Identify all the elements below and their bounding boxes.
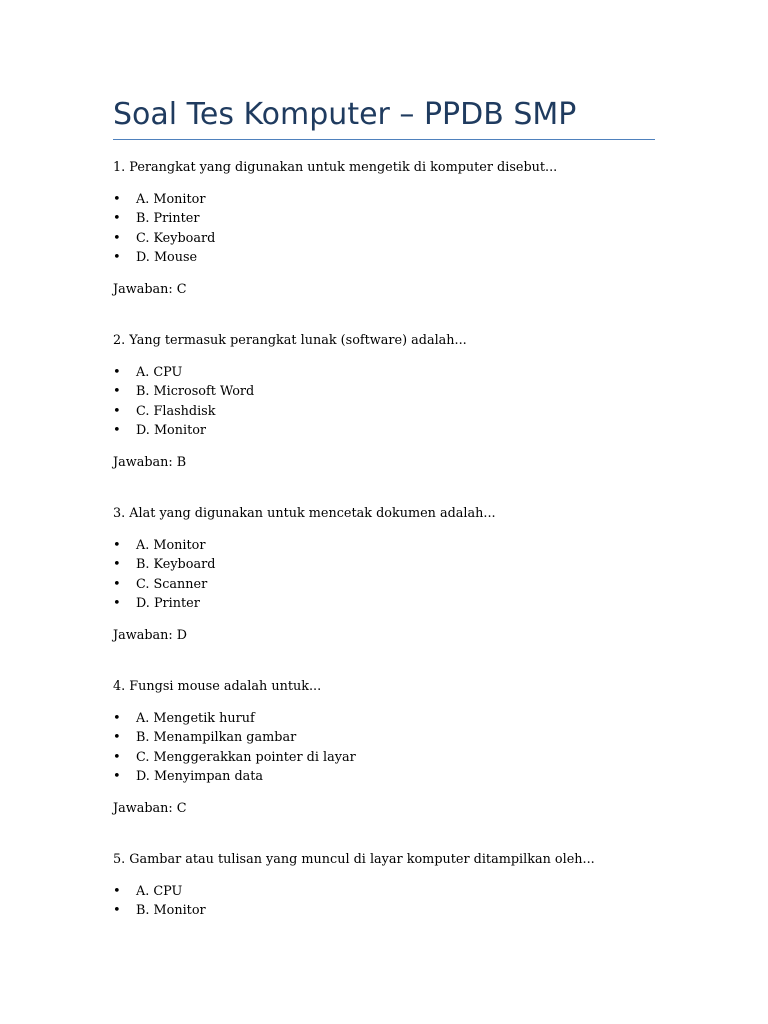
question-text: 3. Alat yang digunakan untuk mencetak dokumen adalah... [113,506,496,521]
option-label: D. Menyimpan data [136,768,264,784]
option-item [113,767,356,786]
bullet-icon: • [113,365,121,380]
bullet-icon: • [113,192,121,207]
option-label: B. Menampilkan gambar [136,730,297,746]
question-1 [113,158,655,331]
option-item [113,190,215,209]
option-label: A. Monitor [136,192,206,207]
option-list [113,709,356,786]
option-label: A. CPU [136,365,183,380]
option-label: A. CPU [136,884,183,899]
option-label: C. Flashdisk [136,403,216,419]
bullet-icon: • [113,249,121,265]
question-text: 2. Yang termasuk perangkat lunak (software) adalah... [113,333,467,348]
option-label: B. Monitor [136,903,206,919]
option-item [113,229,215,248]
option-list [113,536,215,613]
option-item [113,402,254,421]
option-item [113,248,215,267]
option-item [113,382,254,401]
option-label: A. Monitor [136,538,206,553]
question-text: 1. Perangkat yang digunakan untuk mengetik di komputer disebut... [113,160,558,175]
bullet-icon: • [113,211,121,227]
option-item [113,536,215,555]
option-label: C. Keyboard [136,230,216,246]
bullet-icon: • [113,538,121,553]
answer-text: Jawaban: D [113,628,188,643]
option-item [113,901,206,920]
question-4 [113,677,655,850]
option-item [113,363,254,382]
option-label: C. Scanner [136,576,208,592]
option-item [113,209,215,228]
option-item [113,555,215,574]
option-item [113,421,254,440]
question-5 [113,850,655,1023]
option-item [113,748,356,767]
bullet-icon: • [113,384,121,400]
option-label: C. Menggerakkan pointer di layar [136,749,356,765]
option-label: B. Microsoft Word [136,384,255,400]
title-underline [113,139,655,140]
bullet-icon: • [113,749,121,765]
answer-text: Jawaban: C [113,801,187,816]
bullet-icon: • [113,730,121,746]
option-label: A. Mengetik huruf [136,711,255,726]
option-list [113,882,206,921]
option-list [113,190,215,267]
bullet-icon: • [113,422,121,438]
bullet-icon: • [113,576,121,592]
question-list [113,158,655,1023]
bullet-icon: • [113,768,121,784]
question-3 [113,504,655,677]
option-item [113,882,206,901]
bullet-icon: • [113,595,121,611]
answer-text: Jawaban: B [113,455,187,470]
bullet-icon: • [113,230,121,246]
question-2 [113,331,655,504]
option-label: B. Printer [136,211,200,227]
option-label: D. Monitor [136,422,207,438]
bullet-icon: • [113,903,121,919]
bullet-icon: • [113,884,121,899]
bullet-icon: • [113,403,121,419]
answer-text: Jawaban: C [113,282,187,297]
question-text: 4. Fungsi mouse adalah untuk... [113,679,322,694]
option-item [113,594,215,613]
option-label: D. Mouse [136,249,198,265]
option-label: D. Printer [136,595,200,611]
bullet-icon: • [113,557,121,573]
option-item [113,728,356,747]
question-text: 5. Gambar atau tulisan yang muncul di layar komputer ditampilkan oleh... [113,852,595,867]
document-title: Soal Tes Komputer – PPDB SMP [113,97,577,132]
option-item [113,709,356,728]
bullet-icon: • [113,711,121,726]
option-list [113,363,254,440]
option-label: B. Keyboard [136,557,216,573]
option-item [113,575,215,594]
